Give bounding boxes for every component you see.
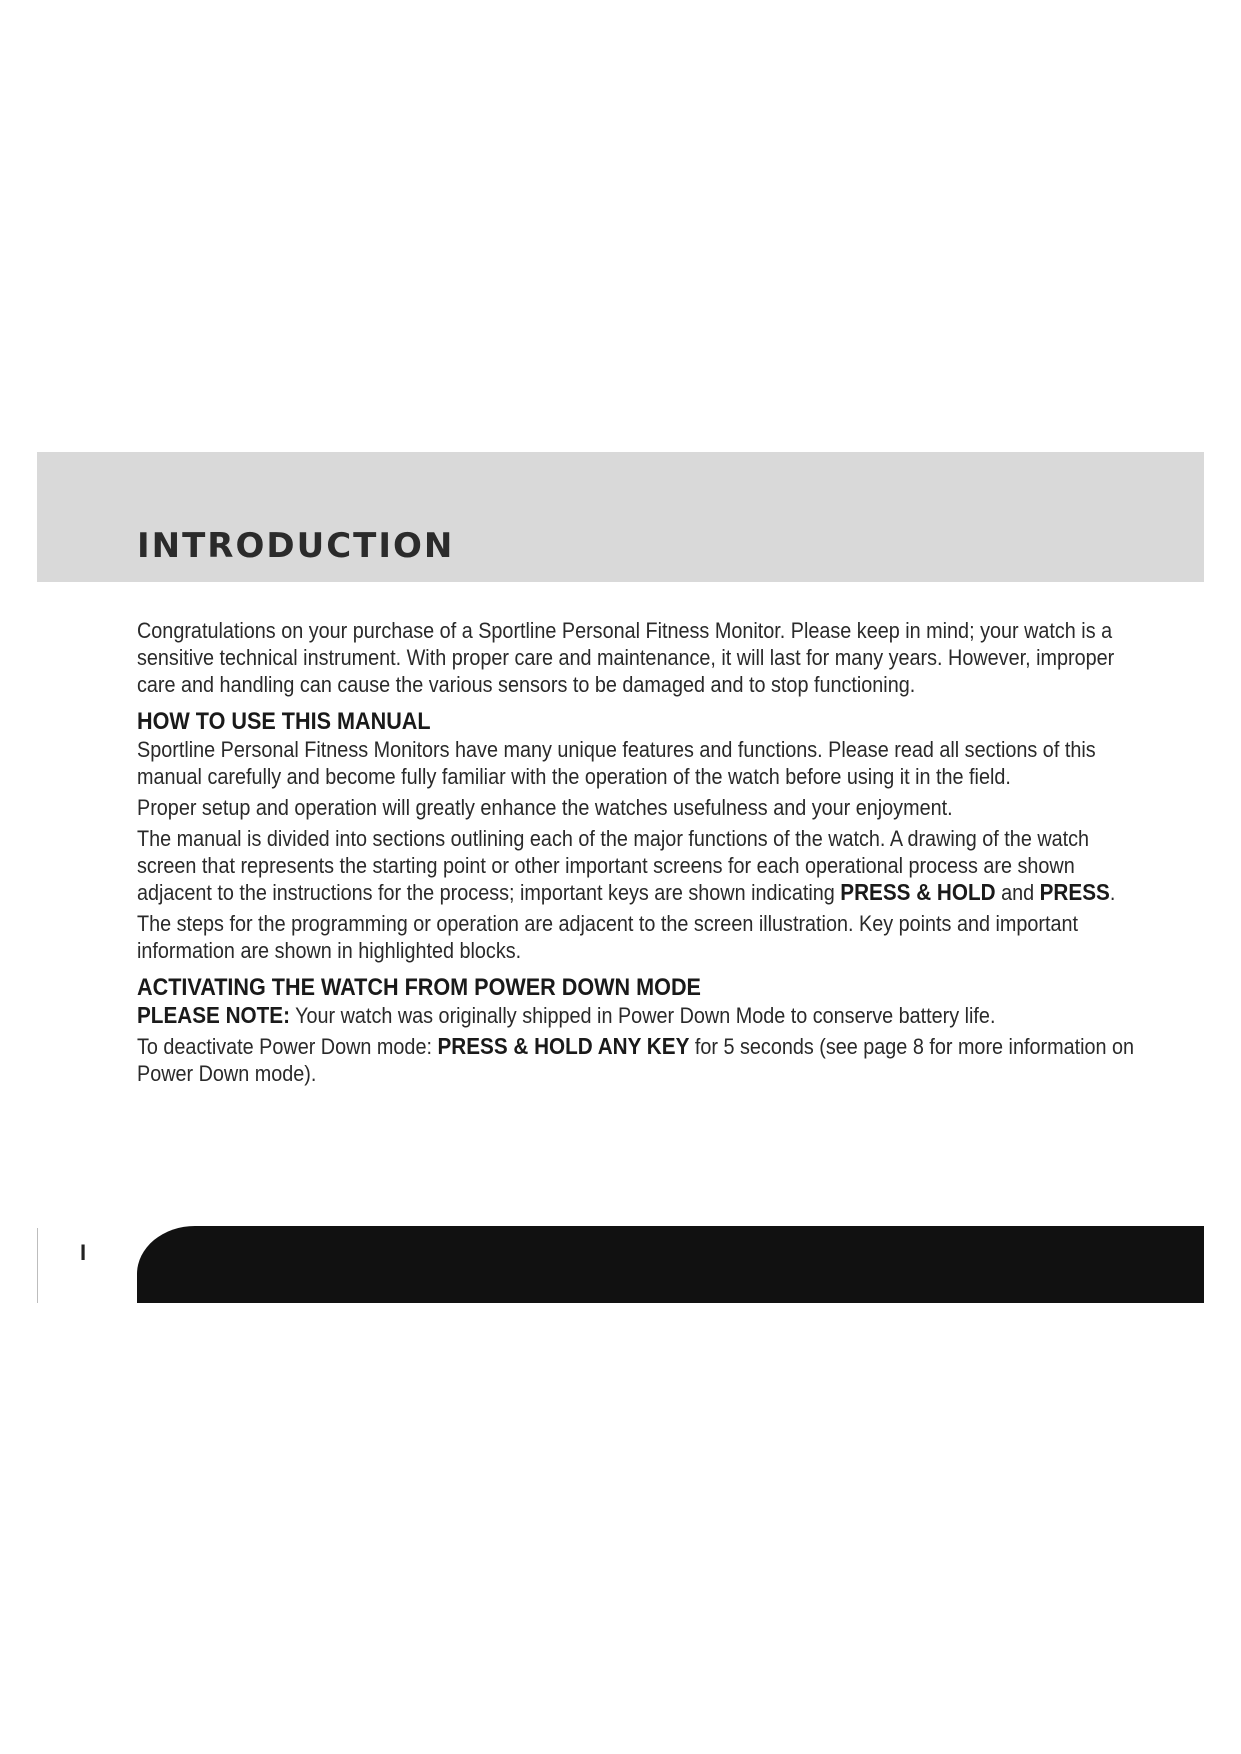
please-note-paragraph	[137, 1002, 1137, 1029]
footer-bar	[137, 1226, 1204, 1303]
how-to-use-paragraph-4: The steps for the programming or operation are adjacent to the screen illustration. Key points and important information are shown in highlighted blocks.	[137, 911, 1079, 963]
how-to-use-paragraph-1: Sportline Personal Fitness Monitors have many unique features and functions. Please read all sections of this manual carefully and become fully familiar with the operation of the watch before using it in the field.	[137, 737, 1096, 789]
deactivate-paragraph	[137, 1033, 1137, 1087]
please-note-label: PLEASE NOTE:	[137, 1002, 290, 1028]
deactivate-prefix: To deactivate Power Down mode:	[137, 1034, 432, 1059]
how-to-use-paragraph-3	[137, 825, 1137, 906]
page-title: INTRODUCTION	[137, 526, 455, 566]
header-band	[37, 452, 1204, 582]
press-hold-key-label: PRESS & HOLD	[840, 879, 996, 905]
page-number: I	[80, 1240, 87, 1265]
footer-left-rule	[37, 1228, 38, 1303]
content-body	[137, 617, 1137, 1091]
activating-heading: ACTIVATING THE WATCH FROM POWER DOWN MODE	[137, 974, 701, 1001]
press-hold-any-key-label: PRESS & HOLD ANY KEY	[437, 1033, 690, 1059]
how-to-use-heading: HOW TO USE THIS MANUAL	[137, 708, 431, 735]
paragraph-3-text: The manual is divided into sections outlining each of the major functions of the watch. A drawing of the watch screen that represents the starting point or other important screens for each operational process are shown adjacent to the instructions for the process; important keys are shown indicating	[137, 826, 1090, 905]
and-text: and	[1001, 880, 1035, 905]
how-to-use-paragraph-2: Proper setup and operation will greatly enhance the watches usefulness and your enjoyment.	[137, 795, 953, 820]
paragraph-3-end: .	[1109, 880, 1116, 905]
intro-paragraph: Congratulations on your purchase of a Sportline Personal Fitness Monitor. Please keep in mind; your watch is a sensitive technical instrument. With proper care and maintenance, it will last for many years. However, improper care and handling can cause the various sensors to be damaged and to stop functioning.	[137, 618, 1115, 697]
deactivate-suffix: for 5 seconds (see page 8 for more information on Power Down mode).	[137, 1034, 1135, 1086]
please-note-text: Your watch was originally shipped in Power Down Mode to conserve battery life.	[295, 1003, 996, 1028]
press-key-label: PRESS	[1039, 879, 1110, 905]
